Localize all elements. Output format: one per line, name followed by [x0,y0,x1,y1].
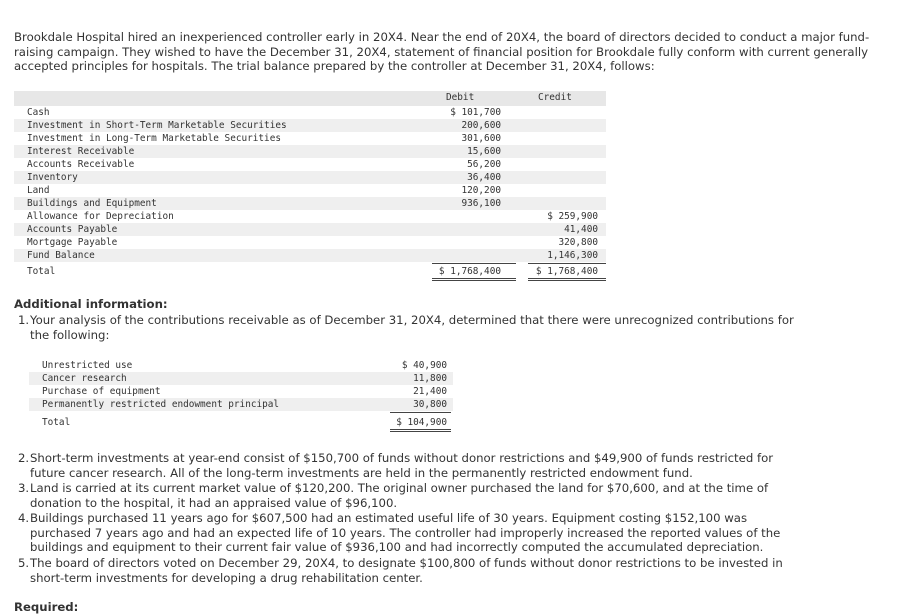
table-row: Accounts Receivable 56,200 [27,159,501,170]
table-row: Unrestricted use $ 40,900 [42,360,447,371]
trial-balance-header [14,91,606,106]
total-row: Total $ 1,768,400 $ 1,768,400 [27,266,598,277]
contributions-underline [390,412,451,413]
table-row: Cancer research 11,800 [29,372,453,385]
table-row: Interest Receivable 15,600 [14,145,606,158]
list-item: 5. The board of directors voted on December 29, 20X4, to designate $100,800 of funds without donor restrictions to be invested in short-term investments for developing a drug rehabilitation center. [18,556,783,585]
list-item: 4. Buildings purchased 11 years ago for $607,500 had an estimated useful life of 30 years. Equipment costing $152,100 was purchased 7 years ago and had an expected life of 10 years. The controller had improperly increased the reported values of the buildings and equipment to their current fair value of $936,100 and had incorrectly computed the accumulated depreciation. [18,511,781,555]
list-item: 2. Short-term investments at year-end consist of $150,700 of funds without donor restrictions and $49,900 of funds restricted for future cancer research. All of the long-term investments are held in the permanently restricted endowment fund. [18,451,774,480]
debit-underline [432,263,516,264]
list-item: 3. Land is carried at its current market value of $120,200. The original owner purchased the land for $70,600, and at the time of donation to the hospital, it had an appraised value of $96,100. [18,481,769,510]
table-row: Fund Balance 1,146,300 [14,249,606,262]
table-row: Investment in Long-Term Marketable Securities 301,600 [27,133,501,144]
contributions-double-underline [390,429,451,432]
table-row: Investment in Short-Term Marketable Securities 200,600 [14,119,606,132]
credit-header: Credit [538,92,572,103]
debit-double-underline [432,278,516,281]
intro-paragraph: Brookdale Hospital hired an inexperienced controller early in 20X4. Near the end of 20X4, the board of directors decided to conduct a major fund-raising campaign. They wished to have the December 31, 20X4, statement of financial position for Brookdale fully conform with current generally accepted principles for hospitals. The trial balance prepared by the controller at December 31, 20X4, follows: [14,30,870,74]
additional-info-heading: Additional information: [14,297,168,311]
table-row: Allowance for Depreciation $ 259,900 [27,211,598,222]
table-row: Permanently restricted endowment principal 30,800 [29,398,453,411]
table-row: Purchase of equipment 21,400 [42,386,447,397]
required-heading: Required: [14,600,79,614]
table-row: Mortgage Payable 320,800 [27,237,598,248]
table-row: Buildings and Equipment 936,100 [14,197,606,210]
table-row: Accounts Payable 41,400 [14,223,606,236]
debit-header: Debit [446,92,475,103]
credit-underline [528,263,606,264]
table-row: Inventory 36,400 [14,171,606,184]
table-row: Land 120,200 [27,185,501,196]
credit-double-underline [528,278,606,281]
table-row: Cash $ 101,700 [27,107,501,118]
total-row: Total $ 104,900 [42,417,447,428]
list-item: 1. Your analysis of the contributions receivable as of December 31, 20X4, determined that there were unrecognized contributions for the following: [18,313,794,342]
